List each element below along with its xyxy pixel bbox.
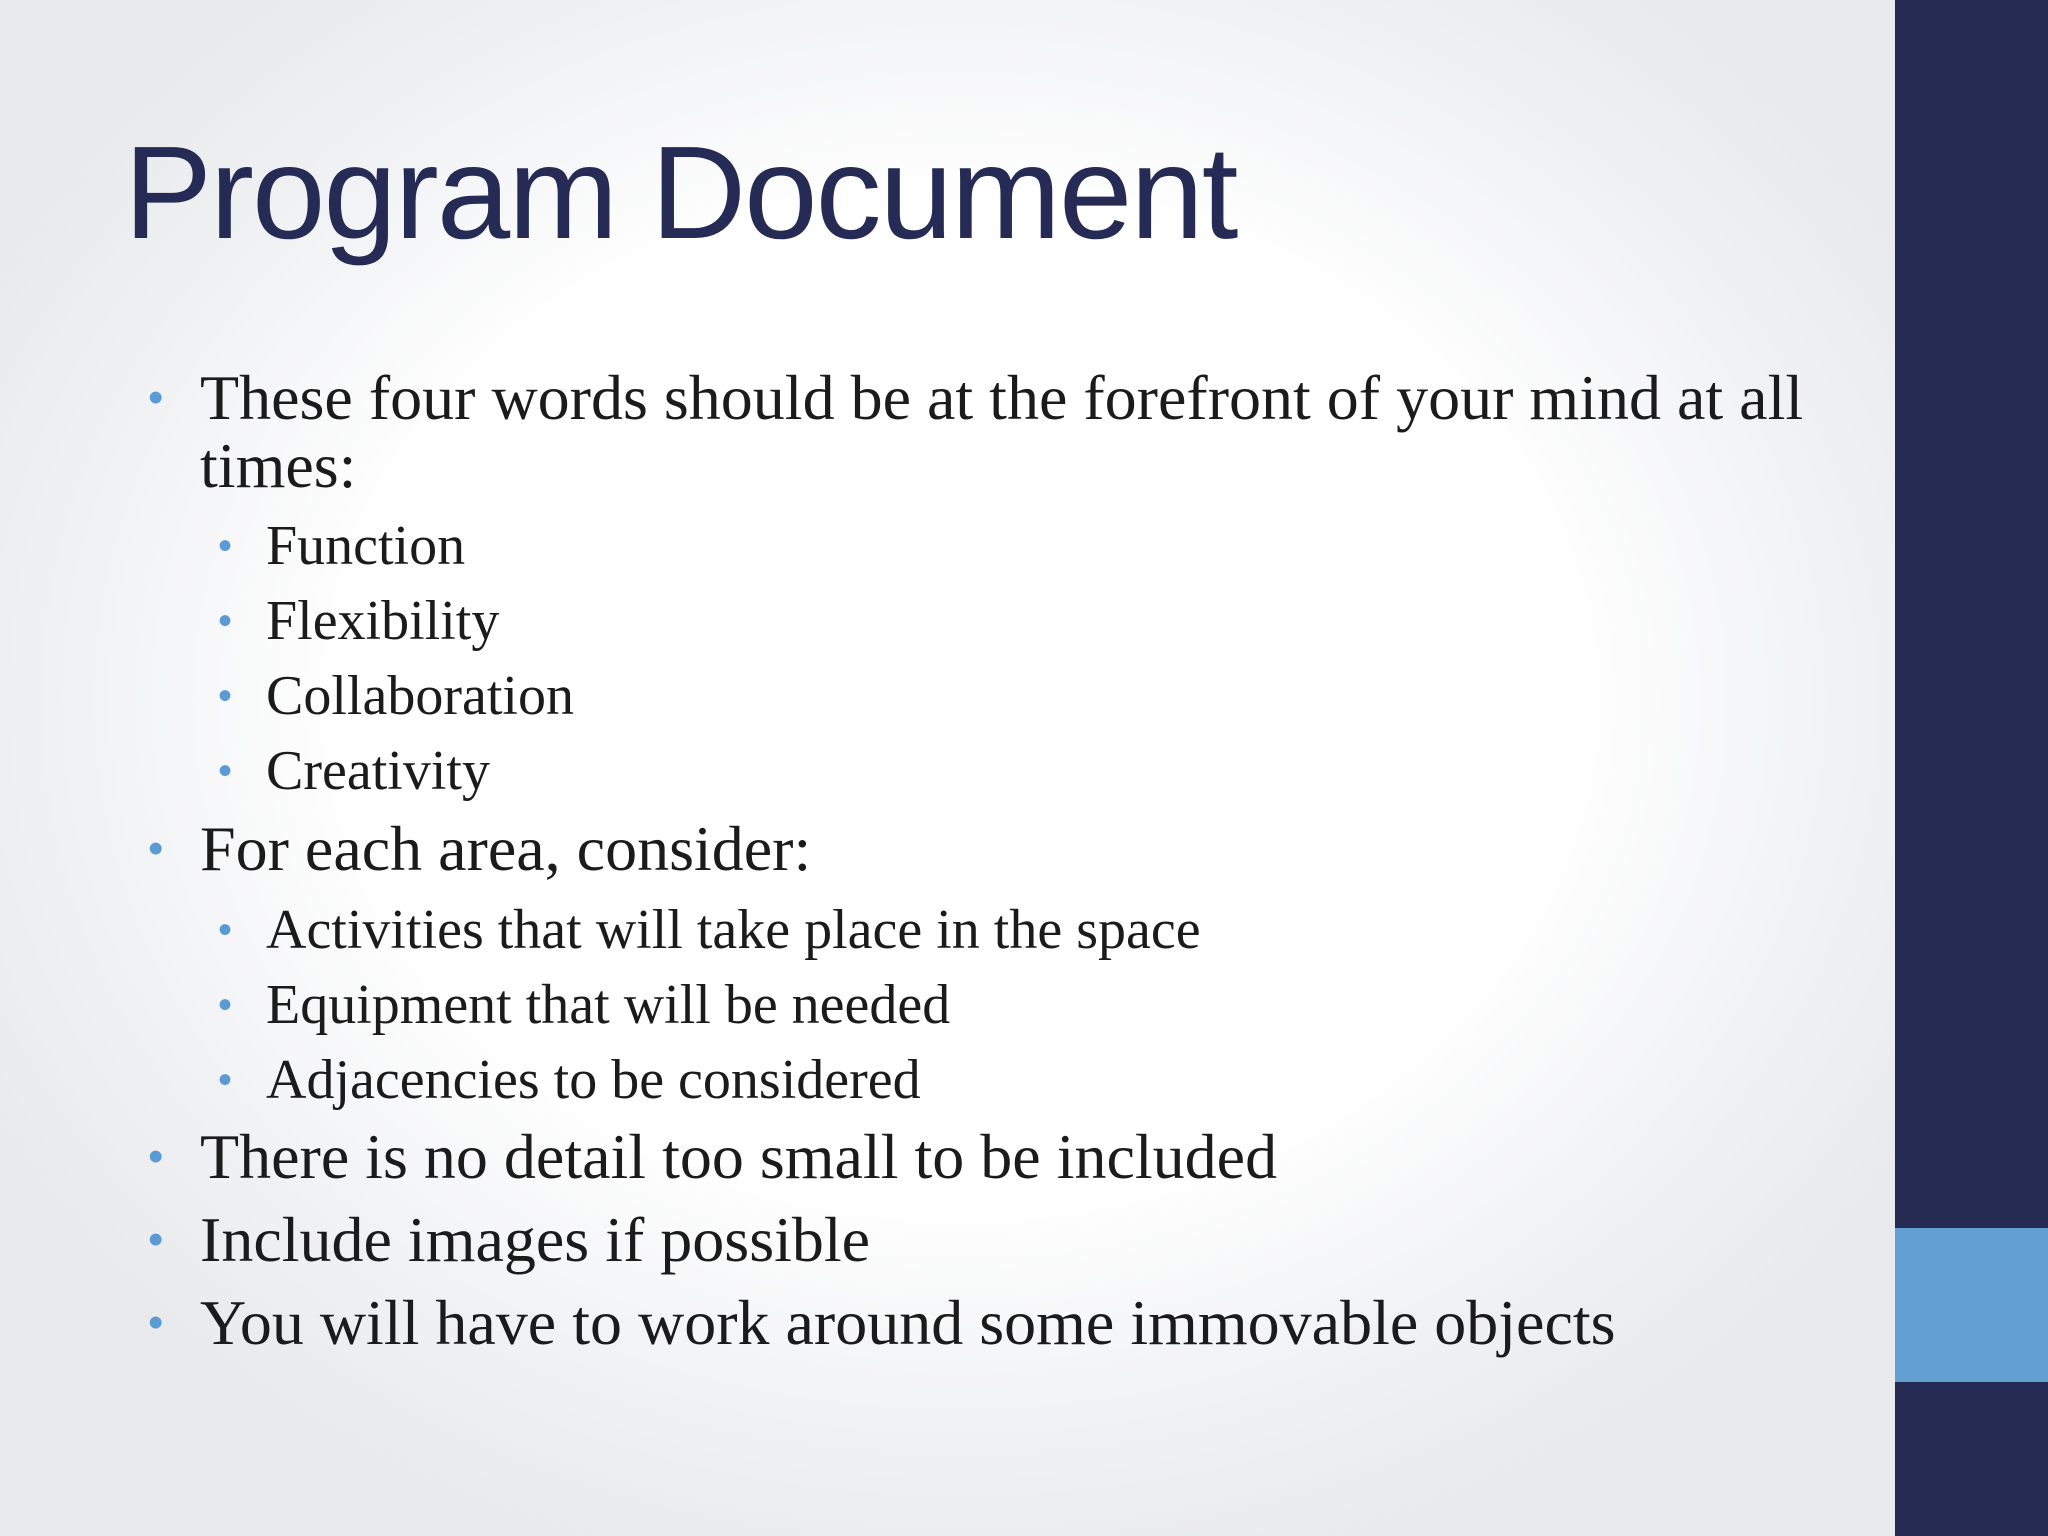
bullet-item-1 <box>148 362 1820 501</box>
sub-bullet-text: Activities that will take place in the space <box>266 899 1201 961</box>
sub-bullet-item <box>218 1048 921 1112</box>
bullet-text: These four words should be at the forefront of your mind at all times: <box>200 362 1804 501</box>
sub-bullet-item <box>218 973 951 1037</box>
bullet-dot-icon: • <box>148 373 164 422</box>
side-accent-block <box>1895 1228 2048 1382</box>
bullet-item-5 <box>148 1287 1616 1358</box>
bullet-dot-icon: • <box>218 983 233 1027</box>
bullet-text: You will have to work around some immovable objects <box>200 1287 1616 1358</box>
sub-bullet-item <box>218 589 500 653</box>
bullet-dot-icon: • <box>148 1298 164 1347</box>
sub-bullet-item <box>218 664 574 728</box>
sub-bullet-text: Collaboration <box>266 665 574 727</box>
sub-bullet-text: Equipment that will be needed <box>266 974 951 1036</box>
sub-bullet-text: Adjacencies to be considered <box>266 1049 921 1111</box>
bullet-text: There is no detail too small to be included <box>200 1121 1278 1192</box>
sub-bullet-text: Creativity <box>266 740 490 802</box>
bullet-dot-icon: • <box>218 599 233 643</box>
bullet-dot-icon: • <box>218 749 233 793</box>
sub-bullet-item <box>218 739 490 803</box>
bullet-dot-icon: • <box>218 908 233 952</box>
bullet-item-3 <box>148 1121 1278 1192</box>
sub-bullet-item <box>218 514 466 578</box>
bullet-text: Include images if possible <box>200 1204 871 1275</box>
sub-bullet-text: Flexibility <box>266 590 500 652</box>
sub-bullet-text: Function <box>266 515 466 577</box>
bullet-item-2 <box>148 813 812 884</box>
bullet-text: For each area, consider: <box>200 813 812 884</box>
bullet-dot-icon: • <box>218 674 233 718</box>
bullet-dot-icon: • <box>218 1058 233 1102</box>
sub-bullet-item <box>218 898 1201 962</box>
bullet-dot-icon: • <box>148 824 164 873</box>
bullet-dot-icon: • <box>148 1132 164 1181</box>
bullet-dot-icon: • <box>148 1215 164 1264</box>
bullet-dot-icon: • <box>218 524 233 568</box>
slide-title: Program Document <box>124 119 1237 266</box>
bullet-item-4 <box>148 1204 871 1275</box>
